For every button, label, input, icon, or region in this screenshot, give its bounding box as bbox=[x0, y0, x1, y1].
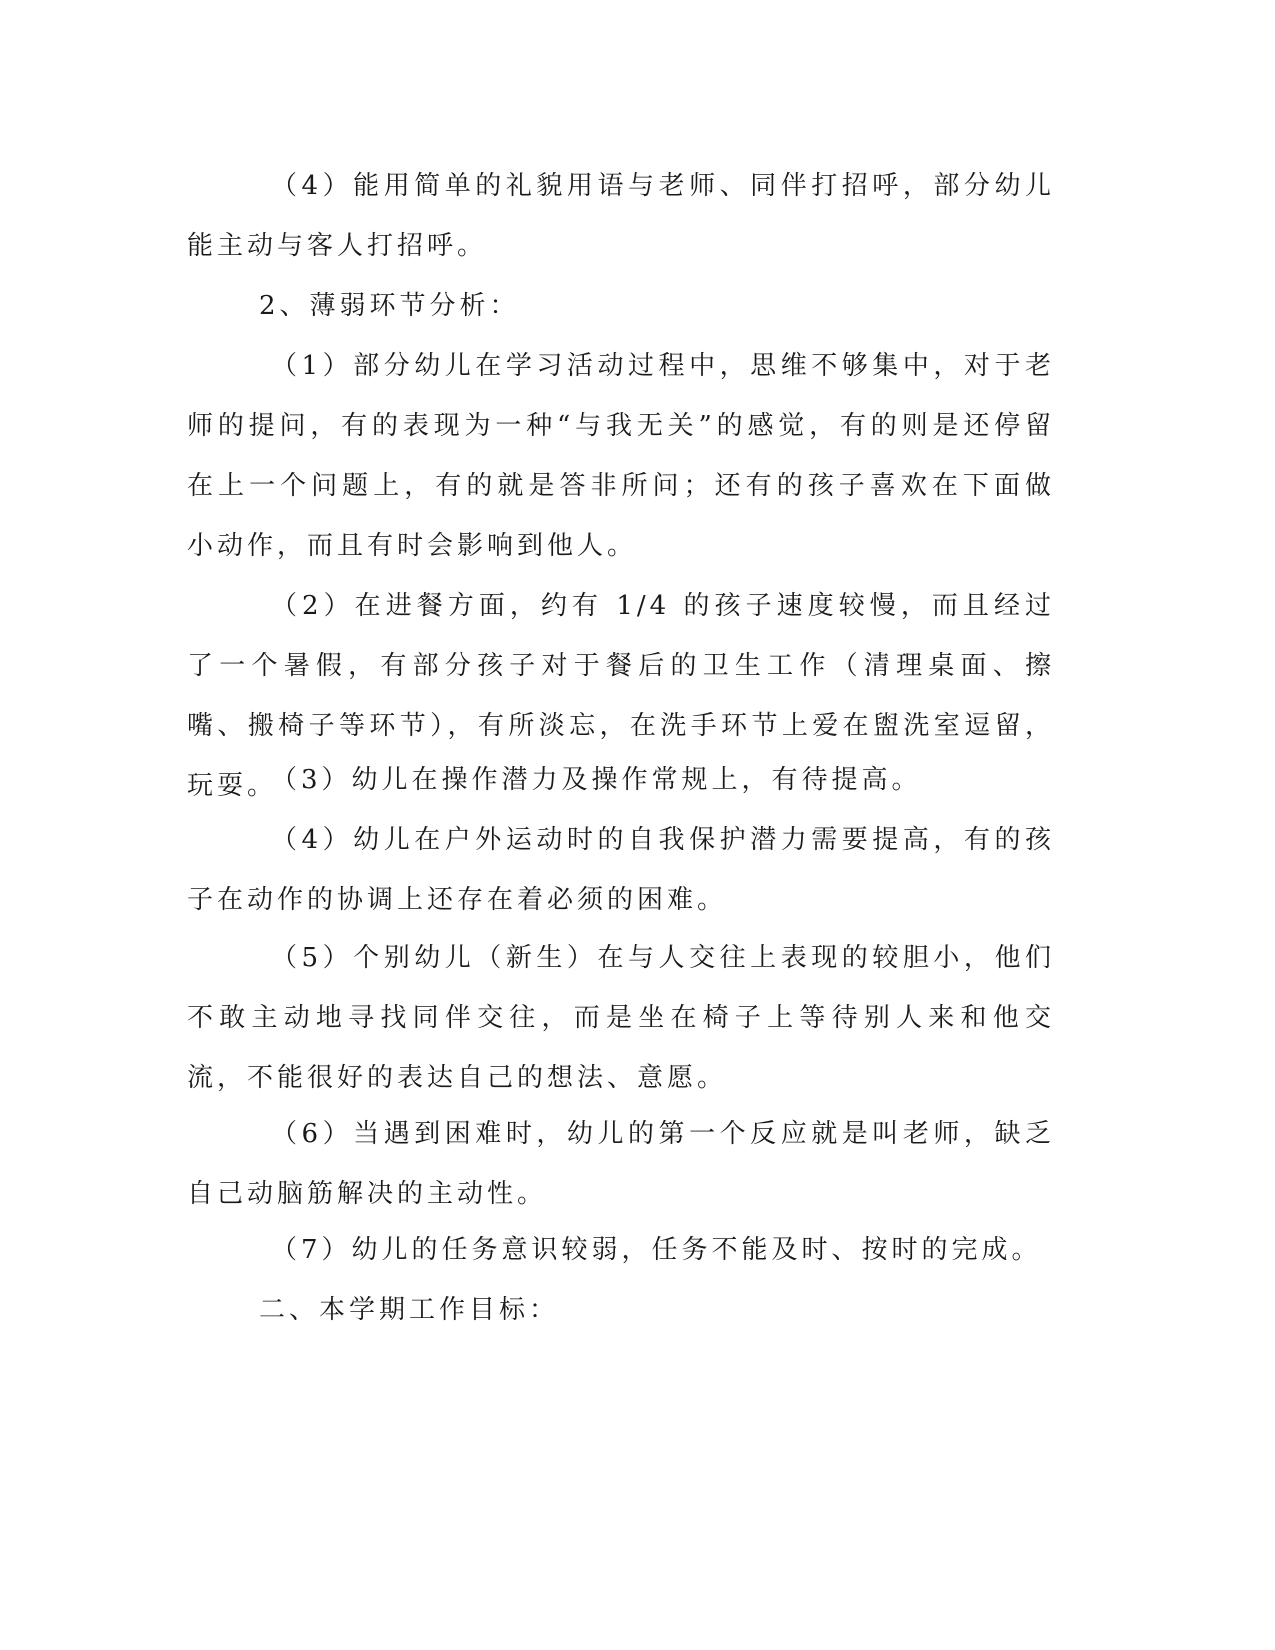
paragraph-weak-4: （4）幼儿在户外运动时的自我保护潜力需要提高，有的孩子在动作的协调上还存在着必须的困难。 bbox=[187, 825, 1055, 915]
section-heading-weak-links: 2、薄弱环节分析： bbox=[259, 291, 520, 321]
paragraph-weak-3: （3）幼儿在操作潜力及操作常规上，有待提高。 bbox=[271, 765, 922, 795]
paragraph-weak-6: （6）当遇到困难时，幼儿的第一个反应就是叫老师，缺乏自己动脑筋解决的主动性。 bbox=[187, 1119, 1055, 1209]
paragraph-weak-7: （7）幼儿的任务意识较弱，任务不能及时、按时的完成。 bbox=[271, 1235, 1042, 1265]
paragraph-greeting-ability: （4）能用简单的礼貌用语与老师、同伴打招呼，部分幼儿能主动与客人打招呼。 bbox=[187, 171, 1055, 261]
section-heading-goals: 二、本学期工作目标： bbox=[259, 1295, 560, 1325]
paragraph-weak-5: （5）个别幼儿（新生）在与人交往上表现的较胆小，他们不敢主动地寻找同伴交往，而是坐在椅子上等待别人来和他交流，不能很好的表达自己的想法、意愿。 bbox=[187, 943, 1055, 1093]
paragraph-weak-1: （1）部分幼儿在学习活动过程中，思维不够集中，对于老师的提问，有的表现为一种“与我无关”的感觉，有的则是还停留在上一个问题上，有的就是答非所问；还有的孩子喜欢在下面做小动作，而且有时会影响到他人。 bbox=[187, 351, 1055, 561]
paragraph-weak-2: （2）在进餐方面，约有 1/4 的孩子速度较慢，而且经过了一个暑假，有部分孩子对于餐后的卫生工作（清理桌面、擦嘴、搬椅子等环节），有所淡忘，在洗手环节上爱在盥洗室逗留，玩耍。 bbox=[187, 591, 1055, 801]
